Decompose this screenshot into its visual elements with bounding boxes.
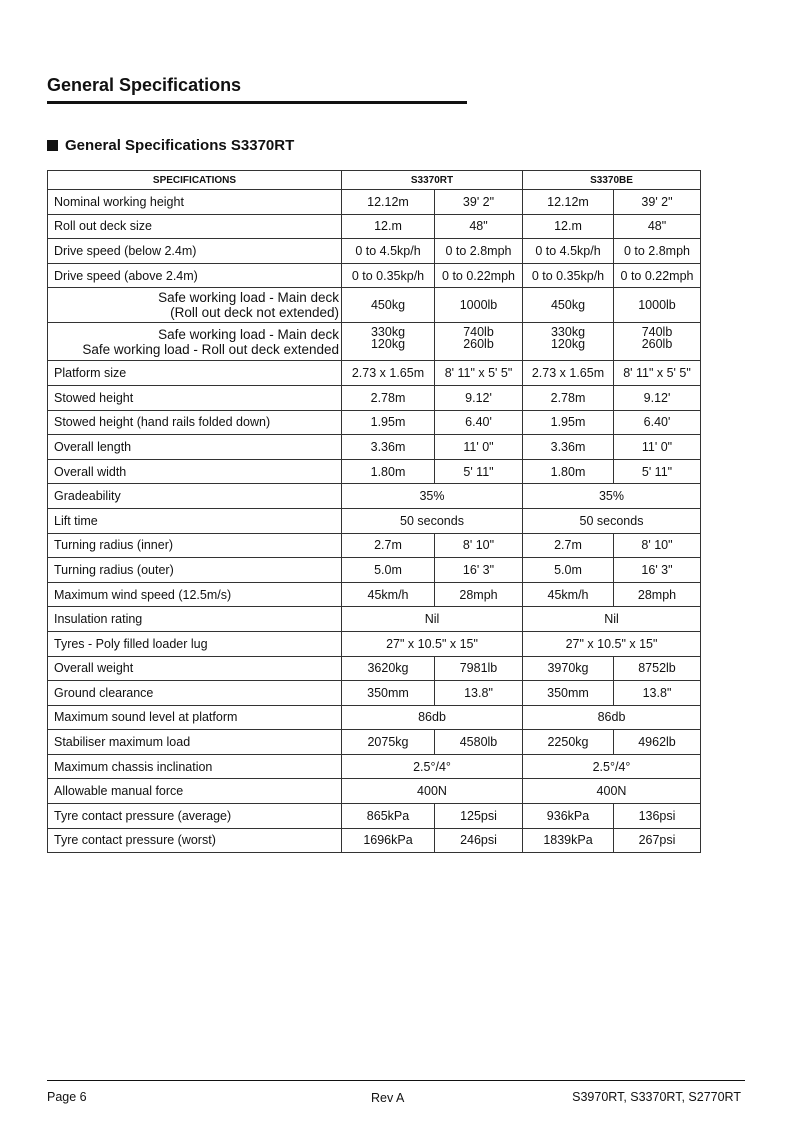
spec-value: 39' 2" — [435, 190, 523, 215]
table-row — [48, 533, 701, 558]
table-row — [48, 484, 701, 509]
table-row — [48, 730, 701, 755]
spec-value: 865kPa — [342, 804, 435, 829]
spec-value: 8' 10" — [435, 533, 523, 558]
spec-value-merged: 86db — [523, 705, 701, 730]
spec-value-merged: Nil — [342, 607, 523, 632]
spec-value: 3620kg — [342, 656, 435, 681]
spec-value-line: 740lb — [641, 325, 673, 340]
spec-value: 1696kPa — [342, 828, 435, 853]
spec-value-merged: 35% — [523, 484, 701, 509]
spec-label — [48, 288, 342, 323]
spec-value-merged: 35% — [342, 484, 523, 509]
spec-value: 350mm — [523, 681, 614, 706]
table-row — [48, 508, 701, 533]
table-row — [48, 410, 701, 435]
page-number: Page 6 — [47, 1090, 87, 1104]
spec-label: Turning radius (outer) — [48, 558, 342, 583]
spec-value-merged: 400N — [342, 779, 523, 804]
specifications-header: SPECIFICATIONS — [48, 171, 342, 190]
spec-value — [523, 323, 614, 361]
page-title: General Specifications — [47, 75, 242, 95]
spec-value-merged: 27" x 10.5" x 15" — [523, 631, 701, 656]
spec-value: 0 to 0.22mph — [435, 263, 523, 288]
spec-value: 12.12m — [342, 190, 435, 215]
spec-label: Roll out deck size — [48, 214, 342, 239]
spec-label: Ground clearance — [48, 681, 342, 706]
spec-label: Maximum sound level at platform — [48, 705, 342, 730]
spec-value: 11' 0" — [435, 435, 523, 460]
spec-label: Overall weight — [48, 656, 342, 681]
spec-label: Tyre contact pressure (worst) — [48, 828, 342, 853]
table-row — [48, 190, 701, 215]
spec-value: 7981lb — [435, 656, 523, 681]
spec-value: 5.0m — [342, 558, 435, 583]
spec-value: 6.40' — [614, 410, 701, 435]
table-row — [48, 263, 701, 288]
spec-label: Stowed height — [48, 385, 342, 410]
spec-value: 4962lb — [614, 730, 701, 755]
spec-value: 0 to 0.35kp/h — [523, 263, 614, 288]
spec-value: 48" — [435, 214, 523, 239]
spec-value: 39' 2" — [614, 190, 701, 215]
spec-label: Stabiliser maximum load — [48, 730, 342, 755]
spec-value: 450kg — [523, 288, 614, 323]
spec-label: Overall width — [48, 459, 342, 484]
spec-value: 2.73 x 1.65m — [342, 361, 435, 386]
spec-value: 1.95m — [523, 410, 614, 435]
table-row — [48, 239, 701, 264]
spec-value-line: 120kg — [550, 337, 586, 352]
spec-value-merged: 400N — [523, 779, 701, 804]
spec-value: 1.80m — [523, 459, 614, 484]
spec-value: 48" — [614, 214, 701, 239]
spec-value: 1000lb — [614, 288, 701, 323]
table-row — [48, 705, 701, 730]
spec-value: 13.8" — [435, 681, 523, 706]
spec-label-line: Safe working load - Main deck — [158, 326, 339, 342]
spec-value — [342, 323, 435, 361]
table-row — [48, 681, 701, 706]
spec-value: 2.78m — [342, 385, 435, 410]
spec-value: 2075kg — [342, 730, 435, 755]
spec-value: 2.78m — [523, 385, 614, 410]
spec-value: 3.36m — [523, 435, 614, 460]
spec-value: 1.95m — [342, 410, 435, 435]
spec-value: 1839kPa — [523, 828, 614, 853]
spec-value: 5.0m — [523, 558, 614, 583]
spec-value: 3.36m — [342, 435, 435, 460]
spec-value: 1000lb — [435, 288, 523, 323]
spec-value: 2.7m — [523, 533, 614, 558]
table-row — [48, 754, 701, 779]
section-heading — [47, 137, 294, 154]
table-row — [48, 804, 701, 829]
spec-value: 5' 11" — [614, 459, 701, 484]
spec-label: Drive speed (below 2.4m) — [48, 239, 342, 264]
spec-value: 9.12' — [614, 385, 701, 410]
spec-label: Maximum chassis inclination — [48, 754, 342, 779]
spec-label: Turning radius (inner) — [48, 533, 342, 558]
table-row — [48, 323, 701, 361]
spec-value: 16' 3" — [435, 558, 523, 583]
spec-value: 8' 11" x 5' 5" — [435, 361, 523, 386]
spec-label: Overall length — [48, 435, 342, 460]
spec-value-line: 330kg — [550, 325, 586, 340]
spec-value: 246psi — [435, 828, 523, 853]
spec-label-line: Safe working load - Roll out deck extended — [82, 341, 339, 357]
spec-label: Tyre contact pressure (average) — [48, 804, 342, 829]
square-bullet-icon — [47, 140, 58, 151]
spec-value: 45km/h — [523, 582, 614, 607]
spec-value: 16' 3" — [614, 558, 701, 583]
table-row — [48, 459, 701, 484]
table-row — [48, 361, 701, 386]
spec-label: Insulation rating — [48, 607, 342, 632]
model-list: S3970RT, S3370RT, S2770RT — [572, 1090, 741, 1104]
spec-label-line: Safe working load - Main deck — [158, 290, 339, 306]
spec-value-line: 260lb — [463, 337, 494, 352]
spec-value — [435, 323, 523, 361]
spec-value-merged: 86db — [342, 705, 523, 730]
spec-value: 12.m — [523, 214, 614, 239]
spec-value: 136psi — [614, 804, 701, 829]
table-row — [48, 214, 701, 239]
model-header-s3370rt: S3370RT — [342, 171, 523, 190]
specifications-table — [47, 170, 701, 853]
spec-value: 1.80m — [342, 459, 435, 484]
table-row — [48, 435, 701, 460]
table-row — [48, 385, 701, 410]
spec-value: 13.8" — [614, 681, 701, 706]
spec-value: 5' 11" — [435, 459, 523, 484]
spec-value: 28mph — [614, 582, 701, 607]
spec-value — [614, 323, 701, 361]
spec-value: 0 to 0.22mph — [614, 263, 701, 288]
footer-rule — [47, 1080, 745, 1081]
spec-value: 8' 11" x 5' 5" — [614, 361, 701, 386]
revision-label: Rev A — [371, 1091, 405, 1105]
section-heading-text: General Specifications S3370RT — [65, 137, 295, 154]
spec-value-merged: 2.5°/4° — [523, 754, 701, 779]
spec-value-line: 260lb — [641, 337, 673, 352]
spec-value-merged: Nil — [523, 607, 701, 632]
spec-value-line: 120kg — [370, 337, 406, 352]
table-row — [48, 631, 701, 656]
spec-label: Gradeability — [48, 484, 342, 509]
spec-label: Nominal working height — [48, 190, 342, 215]
spec-value: 2.7m — [342, 533, 435, 558]
spec-value: 45km/h — [342, 582, 435, 607]
spec-label: Tyres - Poly filled loader lug — [48, 631, 342, 656]
table-row — [48, 288, 701, 323]
spec-value: 125psi — [435, 804, 523, 829]
spec-value: 12.12m — [523, 190, 614, 215]
table-row — [48, 582, 701, 607]
spec-value: 8' 10" — [614, 533, 701, 558]
spec-value: 936kPa — [523, 804, 614, 829]
spec-value: 8752lb — [614, 656, 701, 681]
spec-value: 28mph — [435, 582, 523, 607]
spec-value-line: 330kg — [370, 325, 406, 340]
spec-label: Platform size — [48, 361, 342, 386]
spec-value: 0 to 4.5kp/h — [523, 239, 614, 264]
spec-value-merged: 50 seconds — [342, 508, 523, 533]
spec-value-merged: 50 seconds — [523, 508, 701, 533]
spec-value: 0 to 2.8mph — [614, 239, 701, 264]
spec-label: Stowed height (hand rails folded down) — [48, 410, 342, 435]
spec-label: Allowable manual force — [48, 779, 342, 804]
table-row — [48, 828, 701, 853]
table-row — [48, 558, 701, 583]
table-header-row — [48, 171, 701, 190]
spec-value: 9.12' — [435, 385, 523, 410]
spec-value: 12.m — [342, 214, 435, 239]
spec-value: 350mm — [342, 681, 435, 706]
spec-value-merged: 2.5°/4° — [342, 754, 523, 779]
spec-value: 11' 0" — [614, 435, 701, 460]
spec-value: 6.40' — [435, 410, 523, 435]
spec-value: 267psi — [614, 828, 701, 853]
spec-label: Drive speed (above 2.4m) — [48, 263, 342, 288]
spec-value: 450kg — [342, 288, 435, 323]
table-row — [48, 607, 701, 632]
title-underline — [47, 101, 467, 104]
table-row — [48, 656, 701, 681]
spec-value: 4580lb — [435, 730, 523, 755]
spec-value-line: 740lb — [463, 325, 494, 340]
spec-label: Lift time — [48, 508, 342, 533]
spec-value-merged: 27" x 10.5" x 15" — [342, 631, 523, 656]
spec-label — [48, 323, 342, 361]
spec-value: 2.73 x 1.65m — [523, 361, 614, 386]
spec-value: 0 to 0.35kp/h — [342, 263, 435, 288]
spec-value: 0 to 4.5kp/h — [342, 239, 435, 264]
spec-value: 3970kg — [523, 656, 614, 681]
spec-label-line: (Roll out deck not extended) — [170, 305, 339, 321]
table-row — [48, 779, 701, 804]
spec-value: 0 to 2.8mph — [435, 239, 523, 264]
spec-value: 2250kg — [523, 730, 614, 755]
table-body — [48, 190, 701, 853]
spec-label: Maximum wind speed (12.5m/s) — [48, 582, 342, 607]
model-header-s3370be: S3370BE — [523, 171, 701, 190]
